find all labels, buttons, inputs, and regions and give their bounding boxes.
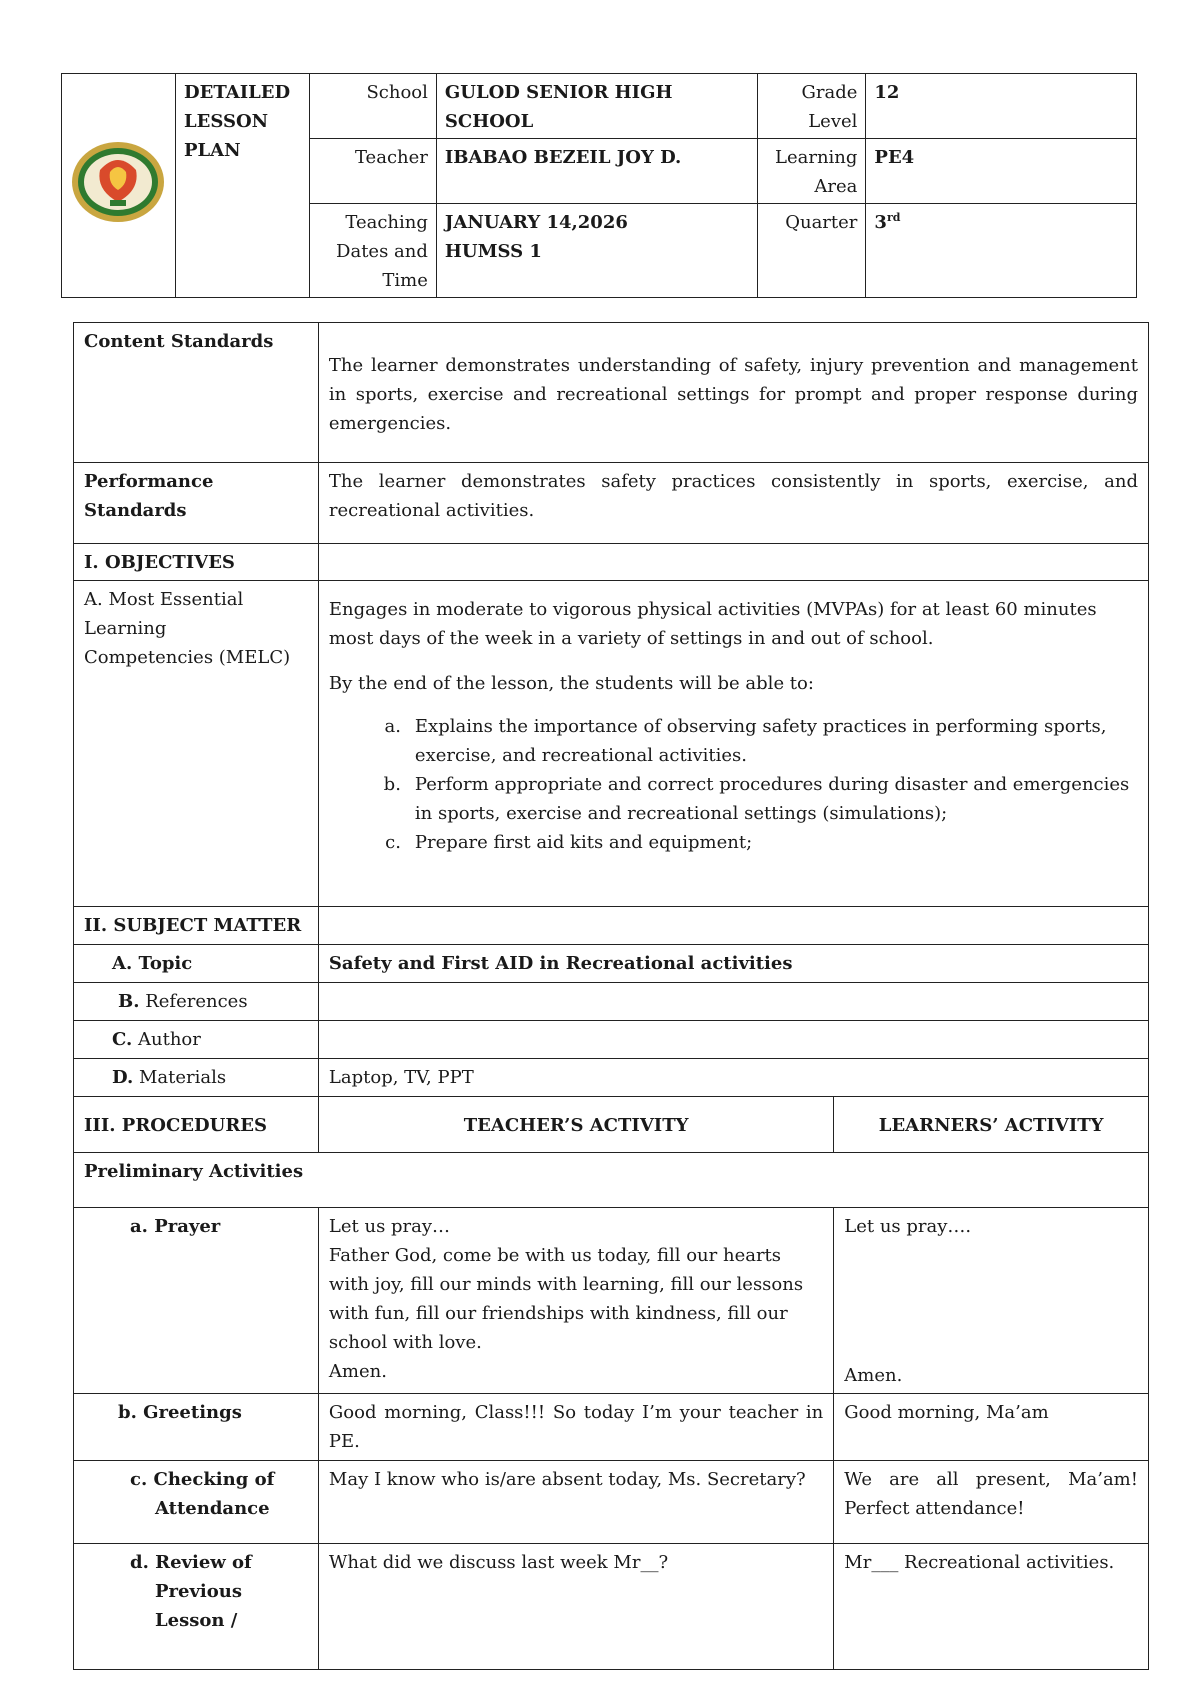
attendance-teacher-text: May I know who is/are absent today, Ms. Secretary? — [318, 1461, 833, 1544]
school-logo-cell — [62, 74, 176, 298]
performance-standards-label: Performance Standards — [74, 463, 319, 544]
objectives-list — [329, 712, 1138, 857]
review-learner-text: Mr___ Recreational activities. — [834, 1544, 1149, 1670]
objectives-intro: By the end of the lesson, the students will be able to: — [328, 673, 814, 694]
list-item: a. Explains the importance of observing safety practices in performing sports, exercise, and recreational activities. — [384, 716, 1107, 766]
grade-level-value: 12 — [866, 74, 1137, 139]
prayer-learner-text: Let us pray…. Amen. — [834, 1208, 1149, 1394]
preliminary-activities-heading: Preliminary Activities — [74, 1153, 1149, 1208]
procedures-heading: III. PROCEDURES — [74, 1097, 319, 1153]
quarter-value: 3rd — [866, 204, 1137, 298]
school-label: School — [309, 74, 436, 139]
performance-standards-text: The learner demonstrates safety practices consistently in sports, exercise, and recreational activities. — [318, 463, 1148, 544]
prayer-teacher-text: Let us pray… Father God, come be with us today, fill our hearts with joy, fill our minds with learning, fill our lessons with fun, fill our friendships with kindness, fill our school with love. Amen. — [318, 1208, 833, 1394]
review-teacher-text: What did we discuss last week Mr__? — [318, 1544, 833, 1670]
school-value: GULOD SENIOR HIGH SCHOOL — [436, 74, 758, 139]
plan-title: DETAILED LESSON PLAN — [175, 74, 309, 298]
greetings-teacher-text: Good morning, Class!!! So today I’m your teacher in PE. — [318, 1394, 833, 1461]
materials-value: Laptop, TV, PPT — [318, 1059, 1148, 1097]
list-item: b. Perform appropriate and correct procedures during disaster and emergencies in sports, exercise and recreational settings (simulations); — [383, 774, 1130, 824]
teaching-dates-value: JANUARY 14,2026 HUMSS 1 — [436, 204, 758, 298]
learning-area-value: PE4 — [866, 139, 1137, 204]
teacher-label: Teacher — [309, 139, 436, 204]
subject-matter-empty-cell — [318, 907, 1148, 945]
attendance-label: c. Checking of Attendance — [74, 1461, 319, 1544]
prayer-label: a. Prayer — [74, 1208, 319, 1394]
teacher-activity-header: TEACHER’S ACTIVITY — [318, 1097, 833, 1153]
references-label: B. References — [74, 983, 319, 1021]
review-label: d. Review of Previous Lesson / — [74, 1544, 319, 1670]
grade-level-label: Grade Level — [758, 74, 866, 139]
teaching-dates-label: Teaching Dates and Time — [309, 204, 436, 298]
lesson-plan-table — [73, 322, 1149, 1670]
teacher-value: IBABAO BEZEIL JOY D. — [436, 139, 758, 204]
content-standards-label: Content Standards — [74, 323, 319, 463]
school-seal-icon — [70, 140, 166, 224]
author-label: C. Author — [74, 1021, 319, 1059]
materials-label: D. Materials — [74, 1059, 319, 1097]
greetings-label: b. Greetings — [74, 1394, 319, 1461]
header-table — [61, 73, 1137, 298]
references-value — [318, 983, 1148, 1021]
subject-matter-heading: II. SUBJECT MATTER — [74, 907, 319, 945]
melc-text: Engages in moderate to vigorous physical activities (MVPAs) for at least 60 minutes most days of the week in a variety of settings in and out of school. — [328, 599, 1097, 649]
greetings-learner-text: Good morning, Ma’am — [834, 1394, 1149, 1461]
learning-area-label: Learning Area — [758, 139, 866, 204]
author-value — [318, 1021, 1148, 1059]
melc-label: A. Most Essential Learning Competencies (MELC) — [74, 581, 319, 907]
topic-value: Safety and First AID in Recreational activities — [318, 945, 1148, 983]
melc-content — [318, 581, 1148, 907]
objectives-empty-cell — [318, 544, 1148, 581]
topic-label: A. Topic — [74, 945, 319, 983]
quarter-label: Quarter — [758, 204, 866, 298]
objectives-heading: I. OBJECTIVES — [74, 544, 319, 581]
content-standards-text: The learner demonstrates understanding of safety, injury prevention and management in sports, exercise and recreational settings for prompt and proper response during emergencies. — [318, 323, 1148, 463]
attendance-learner-text: We are all present, Ma’am! Perfect attendance! — [834, 1461, 1149, 1544]
learner-activity-header: LEARNERS’ ACTIVITY — [834, 1097, 1149, 1153]
list-item: c. Prepare first aid kits and equipment; — [385, 832, 753, 853]
